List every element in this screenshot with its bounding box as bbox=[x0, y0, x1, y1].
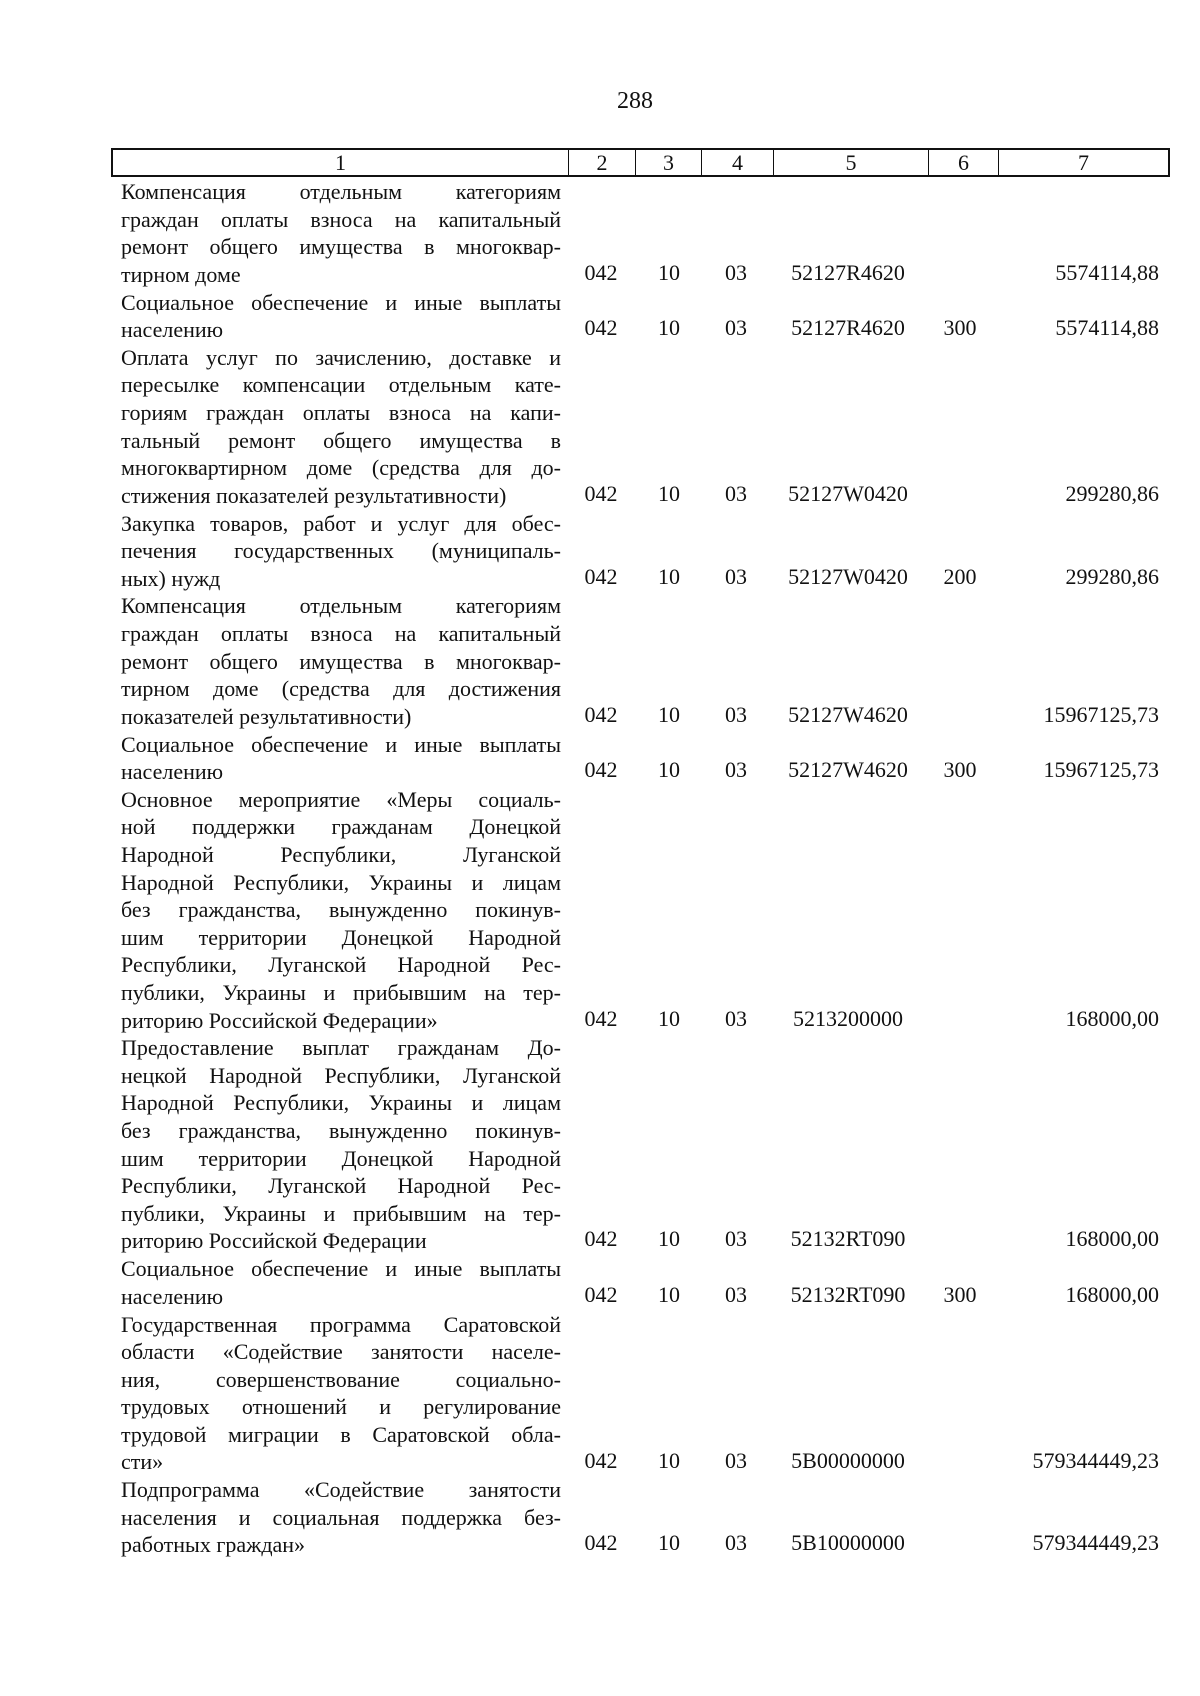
description-line: сти» bbox=[121, 1449, 164, 1475]
cell-c3: 10 bbox=[658, 757, 680, 783]
cell-c3: 10 bbox=[658, 1281, 680, 1307]
cell-c2: 042 bbox=[584, 1281, 618, 1307]
cell-c2: 042 bbox=[584, 1447, 618, 1473]
row-description bbox=[121, 510, 561, 593]
cell-c7: 299280,86 bbox=[1065, 563, 1159, 589]
cell-c5: 52132RT090 bbox=[790, 1226, 906, 1252]
description-line: Компенсация отдельным категориям bbox=[121, 593, 561, 619]
description-line: граждан оплаты взноса на капитальный bbox=[121, 620, 561, 646]
cell-c3: 10 bbox=[658, 1530, 680, 1556]
description-line: Закупка товаров, работ и услуг для обес- bbox=[121, 510, 561, 536]
cell-c5: 52127W0420 bbox=[788, 563, 908, 589]
description-line: Оплата услуг по зачислению, доставке и bbox=[121, 344, 561, 370]
row-description bbox=[121, 1034, 561, 1255]
row-description bbox=[121, 731, 561, 786]
row-description bbox=[121, 1255, 561, 1310]
description-line: шим территории Донецкой Народной bbox=[121, 1145, 561, 1171]
row-description bbox=[121, 1311, 561, 1477]
description-line: ной поддержки гражданам Донецкой bbox=[121, 814, 561, 840]
header-col-4: 4 bbox=[702, 150, 774, 175]
description-line: Социальное обеспечение и иные выплаты bbox=[121, 1256, 561, 1282]
cell-c5: 52127R4620 bbox=[791, 315, 905, 341]
cell-c6: 300 bbox=[943, 757, 977, 783]
description-line: граждан оплаты взноса на капитальный bbox=[121, 206, 561, 232]
cell-c2: 042 bbox=[584, 1226, 618, 1252]
description-line: населению bbox=[121, 317, 224, 343]
cell-c4: 03 bbox=[725, 1447, 747, 1473]
cell-c7: 168000,00 bbox=[1065, 1005, 1159, 1031]
description-line: печения государственных (муниципаль- bbox=[121, 538, 561, 564]
description-line: риторию Российской Федерации» bbox=[121, 1007, 438, 1033]
description-line: тирном доме (средства для достижения bbox=[121, 676, 561, 702]
description-line: шим территории Донецкой Народной bbox=[121, 924, 561, 950]
row-description bbox=[121, 592, 561, 730]
description-line: без гражданства, вынужденно покинув- bbox=[121, 1118, 561, 1144]
description-line: риторию Российской Федерации bbox=[121, 1228, 427, 1254]
header-col-6: 6 bbox=[929, 150, 999, 175]
description-line: населению bbox=[121, 759, 224, 785]
page-number: 288 bbox=[617, 88, 653, 114]
cell-c7: 299280,86 bbox=[1065, 480, 1159, 506]
description-line: Основное мероприятие «Меры социаль- bbox=[121, 786, 561, 812]
cell-c4: 03 bbox=[725, 563, 747, 589]
header-col-1: 1 bbox=[113, 150, 569, 175]
cell-c4: 03 bbox=[725, 1530, 747, 1556]
description-line: Народной Республики, Луганской bbox=[121, 841, 561, 867]
description-line: тальный ремонт общего имущества в bbox=[121, 427, 561, 453]
description-line: стижения показателей результативности) bbox=[121, 482, 507, 508]
cell-c7: 579344449,23 bbox=[1032, 1530, 1159, 1556]
row-description bbox=[121, 289, 561, 344]
description-line: трудовой миграции в Саратовской обла- bbox=[121, 1421, 561, 1447]
description-line: показателей результативности) bbox=[121, 703, 412, 729]
description-line: публики, Украины и прибывшим на тер- bbox=[121, 1200, 561, 1226]
cell-c5: 5213200000 bbox=[793, 1005, 903, 1031]
description-line: Народной Республики, Украины и лицам bbox=[121, 1090, 561, 1116]
cell-c4: 03 bbox=[725, 315, 747, 341]
cell-c2: 042 bbox=[584, 259, 618, 285]
header-col-5: 5 bbox=[774, 150, 929, 175]
description-line: ремонт общего имущества в многоквар- bbox=[121, 234, 561, 260]
cell-c7: 168000,00 bbox=[1065, 1281, 1159, 1307]
cell-c3: 10 bbox=[658, 701, 680, 727]
header-col-3: 3 bbox=[636, 150, 702, 175]
description-line: населению bbox=[121, 1283, 224, 1309]
cell-c6: 300 bbox=[943, 315, 977, 341]
header-col-2: 2 bbox=[569, 150, 636, 175]
cell-c7: 579344449,23 bbox=[1032, 1447, 1159, 1473]
cell-c4: 03 bbox=[725, 701, 747, 727]
description-line: гориям граждан оплаты взноса на капи- bbox=[121, 399, 561, 425]
cell-c3: 10 bbox=[658, 563, 680, 589]
description-line: Социальное обеспечение и иные выплаты bbox=[121, 731, 561, 757]
cell-c4: 03 bbox=[725, 757, 747, 783]
table-header bbox=[111, 148, 1170, 177]
cell-c7: 15967125,73 bbox=[1043, 757, 1159, 783]
cell-c2: 042 bbox=[584, 480, 618, 506]
row-description bbox=[121, 178, 561, 288]
cell-c4: 03 bbox=[725, 259, 747, 285]
description-line: Социальное обеспечение и иные выплаты bbox=[121, 289, 561, 315]
description-line: ния, совершенствование социально- bbox=[121, 1366, 561, 1392]
description-line: работных граждан» bbox=[121, 1532, 306, 1558]
description-line: Народной Республики, Украины и лицам bbox=[121, 869, 561, 895]
description-line: ных) нужд bbox=[121, 565, 221, 591]
description-line: тирном доме bbox=[121, 261, 241, 287]
cell-c2: 042 bbox=[584, 701, 618, 727]
cell-c5: 52127W4620 bbox=[788, 757, 908, 783]
cell-c3: 10 bbox=[658, 480, 680, 506]
cell-c7: 5574114,88 bbox=[1055, 259, 1159, 285]
description-line: трудовых отношений и регулирование bbox=[121, 1394, 561, 1420]
row-description bbox=[121, 1476, 561, 1559]
cell-c3: 10 bbox=[658, 1447, 680, 1473]
description-line: области «Содействие занятости населе- bbox=[121, 1339, 561, 1365]
cell-c3: 10 bbox=[658, 1005, 680, 1031]
description-line: пересылке компенсации отдельным кате- bbox=[121, 372, 561, 398]
description-line: Республики, Луганской Народной Рес- bbox=[121, 1173, 561, 1199]
cell-c6: 300 bbox=[943, 1281, 977, 1307]
description-line: Компенсация отдельным категориям bbox=[121, 179, 561, 204]
row-description bbox=[121, 344, 561, 510]
header-col-7: 7 bbox=[1078, 150, 1089, 175]
description-line: без гражданства, вынужденно покинув- bbox=[121, 897, 561, 923]
cell-c3: 10 bbox=[658, 259, 680, 285]
cell-c2: 042 bbox=[584, 563, 618, 589]
description-line: многоквартирном доме (средства для до- bbox=[121, 455, 561, 481]
description-line: Подпрограмма «Содействие занятости bbox=[121, 1477, 561, 1503]
description-line: Республики, Луганской Народной Рес- bbox=[121, 952, 561, 978]
cell-c2: 042 bbox=[584, 1530, 618, 1556]
cell-c3: 10 bbox=[658, 1226, 680, 1252]
description-line: населения и социальная поддержка без- bbox=[121, 1504, 561, 1530]
description-line: нецкой Народной Республики, Луганской bbox=[121, 1062, 561, 1088]
cell-c7: 5574114,88 bbox=[1055, 315, 1159, 341]
description-line: ремонт общего имущества в многоквар- bbox=[121, 648, 561, 674]
cell-c4: 03 bbox=[725, 1005, 747, 1031]
cell-c4: 03 bbox=[725, 480, 747, 506]
description-line: Предоставление выплат гражданам До- bbox=[121, 1035, 561, 1061]
cell-c7: 15967125,73 bbox=[1043, 701, 1159, 727]
row-description bbox=[121, 786, 561, 1034]
cell-c4: 03 bbox=[725, 1226, 747, 1252]
cell-c2: 042 bbox=[584, 315, 618, 341]
cell-c5: 52127W4620 bbox=[788, 701, 908, 727]
cell-c2: 042 bbox=[584, 1005, 618, 1031]
cell-c5: 52132RT090 bbox=[790, 1281, 906, 1307]
cell-c3: 10 bbox=[658, 315, 680, 341]
cell-c4: 03 bbox=[725, 1281, 747, 1307]
cell-c5: 5В00000000 bbox=[791, 1447, 905, 1473]
description-line: публики, Украины и прибывшим на тер- bbox=[121, 979, 561, 1005]
description-line: Государственная программа Саратовской bbox=[121, 1311, 561, 1337]
cell-c7: 168000,00 bbox=[1065, 1226, 1159, 1252]
cell-c5: 52127R4620 bbox=[791, 259, 905, 285]
cell-c5: 5В10000000 bbox=[791, 1530, 905, 1556]
cell-c6: 200 bbox=[943, 563, 977, 589]
cell-c5: 52127W0420 bbox=[788, 480, 908, 506]
cell-c2: 042 bbox=[584, 757, 618, 783]
